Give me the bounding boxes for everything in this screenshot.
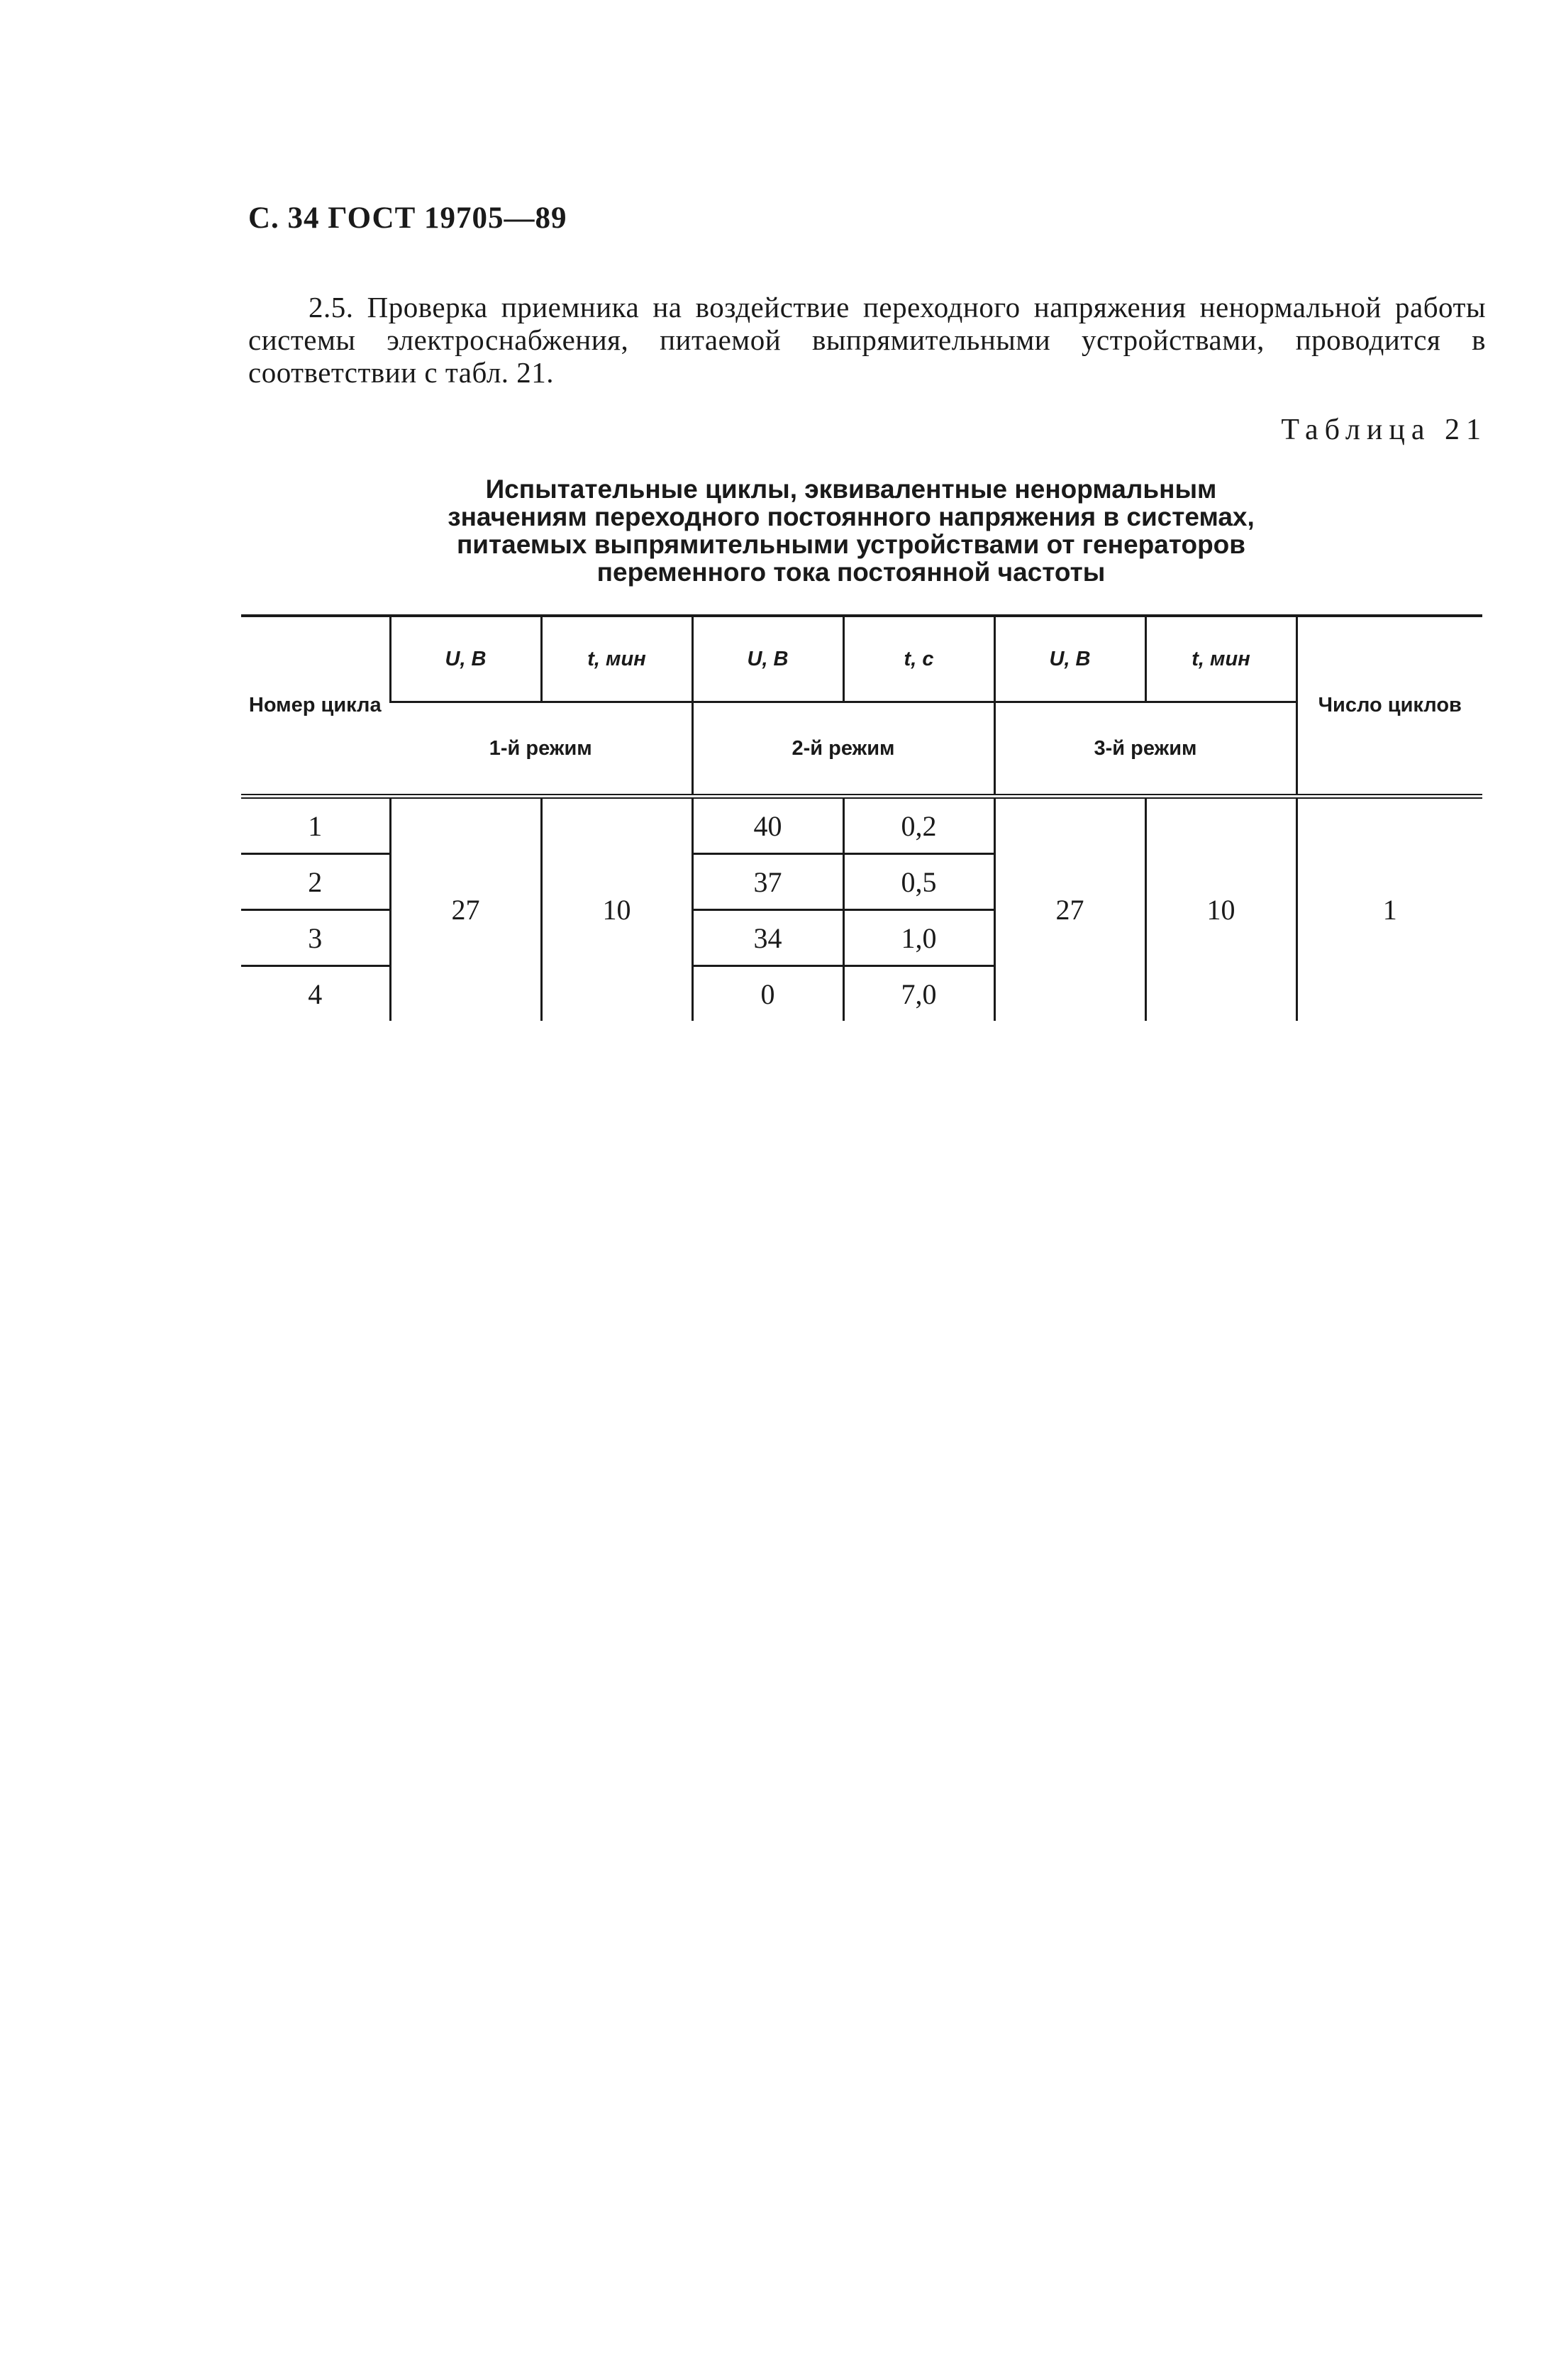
header-mode2-time: t, с	[843, 616, 994, 702]
header-mode3-voltage: U, В	[994, 616, 1145, 702]
page-header: С. 34 ГОСТ 19705—89	[248, 201, 567, 235]
caption-line-1: Испытательные циклы, эквивалентные ненормальным	[485, 475, 1217, 504]
test-cycles-table	[241, 614, 1482, 1021]
mode2-time-cell: 0,5	[843, 854, 994, 910]
mode1-voltage-cell: 27	[390, 797, 541, 1022]
mode2-voltage-cell: 34	[692, 910, 843, 966]
header-mode-1: 1-й режим	[489, 736, 592, 760]
header-mode2-voltage: U, В	[692, 616, 843, 702]
paragraph-2-5	[248, 291, 1486, 389]
cycle-number-cell: 2	[241, 854, 390, 910]
header-mode-3: 3-й режим	[994, 702, 1296, 797]
caption-line-4: переменного тока постоянной частоты	[596, 558, 1106, 587]
header-mode3-time: t, мин	[1145, 616, 1296, 702]
mode2-time-cell: 0,2	[843, 797, 994, 854]
header-mode1-voltage: U, В	[390, 616, 541, 702]
paragraph-text: 2.5. Проверка приемника на воздействие переходного напряжения ненормальной работы системы электроснабжения, питаемой выпрямительными устройствами, проводится в соответствии с табл. 21.	[248, 291, 1486, 389]
mode2-voltage-cell: 0	[692, 966, 843, 1022]
table-row	[241, 797, 1482, 854]
mode3-time-cell: 10	[1145, 797, 1296, 1022]
table-header-row-params	[241, 616, 1482, 702]
mode1-time-cell: 10	[541, 797, 692, 1022]
mode2-voltage-cell: 40	[692, 797, 843, 854]
mode2-time-cell: 1,0	[843, 910, 994, 966]
table-caption	[390, 475, 1312, 586]
mode3-voltage-cell: 27	[994, 797, 1145, 1022]
table-header-row-modes	[241, 702, 1482, 797]
mode2-time-cell: 7,0	[843, 966, 994, 1022]
header-cycle-count: Число циклов	[1296, 616, 1482, 797]
header-cycle-number: Номер цикла	[241, 616, 390, 797]
mode2-voltage-cell: 37	[692, 854, 843, 910]
caption-line-3: питаемых выпрямительными устройствами от генераторов	[456, 530, 1246, 559]
caption-line-2: значениям переходного постоянного напряжения в системах,	[448, 502, 1255, 531]
header-mode1-time: t, мин	[541, 616, 692, 702]
cycle-number-cell: 4	[308, 978, 323, 1010]
cycle-number-cell: 1	[241, 797, 390, 854]
cycle-count-cell: 1	[1296, 797, 1482, 1022]
table-number: Таблица 21	[1281, 414, 1487, 446]
cycle-number-cell: 3	[241, 910, 390, 966]
header-mode-2: 2-й режим	[692, 702, 994, 797]
